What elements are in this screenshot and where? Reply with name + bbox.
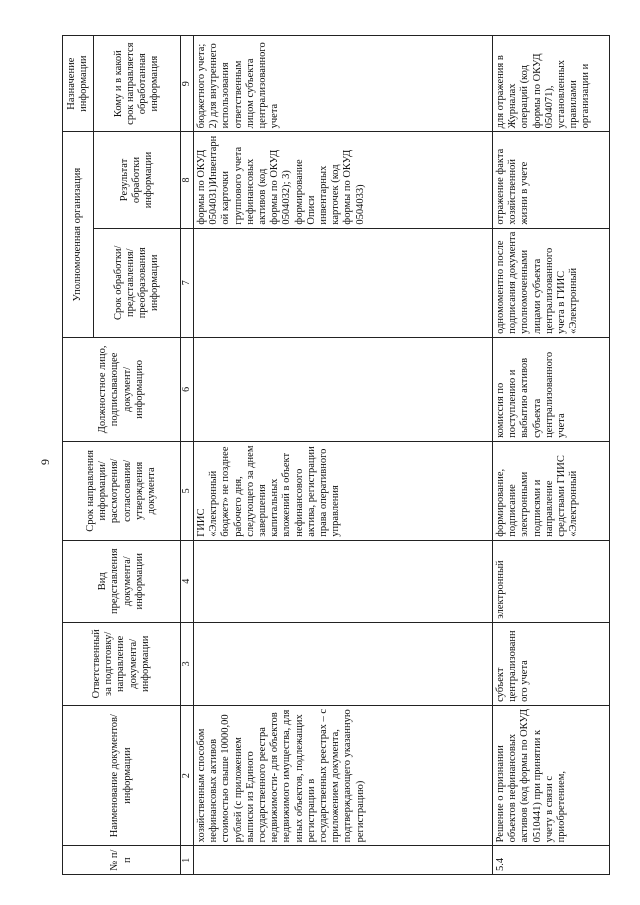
row-responsible: субъект централизованного учета [493, 622, 610, 705]
row-deadline: формирование, подписание электронными подписями и направление средствами ГИИС «Электронный [493, 441, 610, 540]
row-recipient: бюджетного учета; 2) для внутреннего использования ответственным лицом субъекта централизованного учета [194, 36, 493, 132]
table-row [493, 36, 610, 875]
rotated-page-content [62, 0, 640, 905]
column-number: 9 [181, 36, 194, 132]
subheader-processing-term: Срок обработки/ представления/ преобразования информации [94, 228, 181, 337]
subheader-recipient: Кому и в какой срок направляется обработанная информация [94, 36, 181, 132]
row-responsible [194, 622, 493, 705]
header-responsible: Ответственный за подготовку/ направление документа/ информации [63, 622, 181, 705]
row-num: 5.4 [493, 846, 610, 875]
row-recipient: для отражения в Журналах операций (код формы по ОКУД 0504071), установленных правилами организации и [493, 36, 610, 132]
row-num [194, 846, 493, 875]
row-processing-result: отражение факта хозяйственной жизни в учете [493, 132, 610, 228]
column-number: 1 [181, 846, 194, 875]
header-signatory: Должностное лицо, подписывающее документ/ информацию [63, 337, 181, 441]
header-purpose: Назначение информации [63, 36, 94, 132]
row-form [194, 540, 493, 622]
row-signatory [194, 337, 493, 441]
table-header-row [63, 36, 94, 875]
column-number: 3 [181, 622, 194, 705]
subheader-processing-result: Результат обработки информации [94, 132, 181, 228]
header-deadline: Срок направления информации/ рассмотрения/ согласования/ утверждения документа [63, 441, 181, 540]
header-form: Вид представления документа/ информации [63, 540, 181, 622]
column-number: 6 [181, 337, 194, 441]
row-doc-name: хозяйственным способом нефинансовых активов стоимостью свыше 10000,00 рублей (с приложением выписки из Единого государственного реестра недвижимости- для объектов недвижимого имущества, для иных объектов, подлежащих регистрации в государственных реестрах – с приложением документа, подтверждающего указанную регистрацию) [194, 705, 493, 845]
table-row [194, 36, 493, 875]
column-number: 4 [181, 540, 194, 622]
column-number: 2 [181, 705, 194, 845]
row-processing-result: формы по ОКУД 0504031)Инвентарной карточки группового учета нефинансовых активов (код формы по ОКУД 0504032); 3) формирование Описи инвентарных карточек (код формы по ОКУД 0504033) [194, 132, 493, 228]
row-form: электронный [493, 540, 610, 622]
row-deadline: ГИИС «Электронный бюджет» не позднее рабочего дня, следующего за днем завершения капитальных вложений в объект нефинансового актива, регистрации права оперативного управления [194, 441, 493, 540]
header-num: № п/п [63, 846, 181, 875]
column-number-row [181, 36, 194, 875]
row-processing-term: одномоментно после подписания документа уполномоченными лицами субъекта централизованного учета в ГИИС «Электронный [493, 228, 610, 337]
column-number: 5 [181, 441, 194, 540]
row-doc-name: Решение о признании объектов нефинансовых активов (код формы по ОКУД 0510441) при принятии к учету в связи с приобретением, [493, 705, 610, 845]
page-number: 9 [38, 459, 52, 465]
header-authorized-org: Уполномоченная организация [63, 132, 94, 338]
row-processing-term [194, 228, 493, 337]
column-number: 8 [181, 132, 194, 228]
document-table [62, 35, 610, 875]
column-number: 7 [181, 228, 194, 337]
header-doc-name: Наименование документов/ информации [63, 705, 181, 845]
row-signatory: комиссия по поступлению и выбытию активов субъекта централизованного учета [493, 337, 610, 441]
